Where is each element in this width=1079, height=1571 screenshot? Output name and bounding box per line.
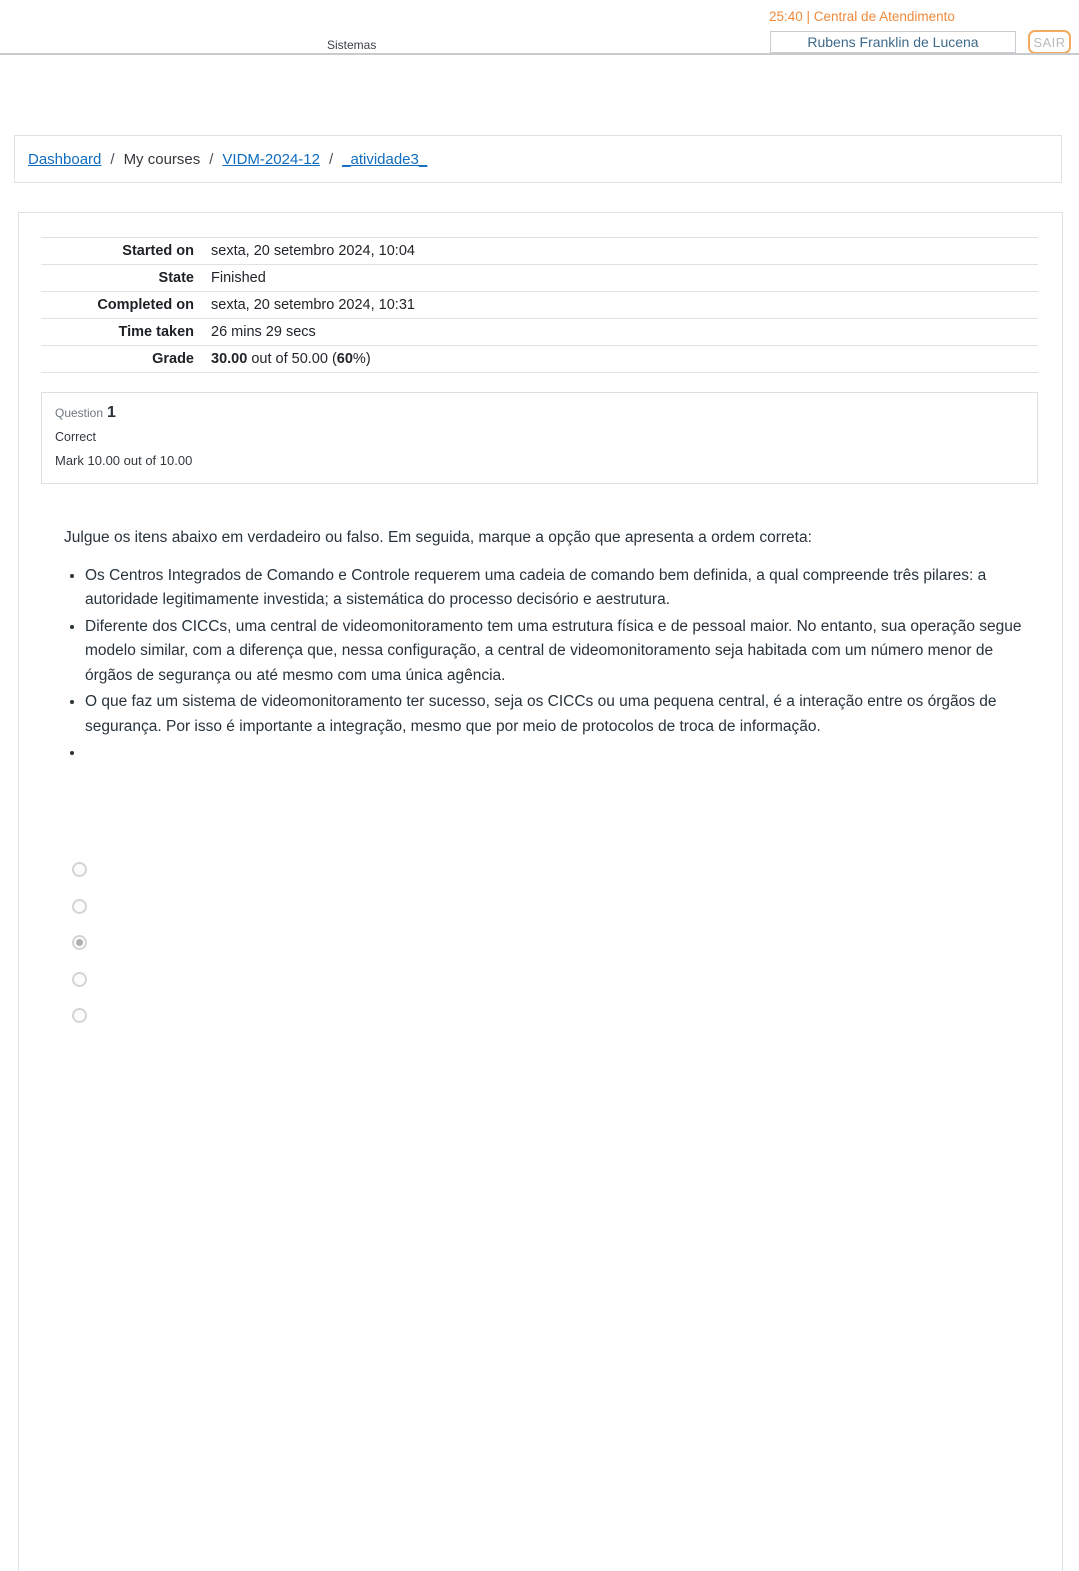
summary-value-part: 30.00: [211, 351, 248, 367]
summary-row: [41, 238, 1038, 265]
summary-row: [41, 292, 1038, 319]
user-name-text: Rubens Franklin de Lucena: [807, 34, 979, 50]
question-item-list: [64, 564, 1022, 766]
session-timer-label: 25:40 | Central de Atendimento: [769, 9, 955, 24]
summary-row-label: Completed on: [97, 297, 194, 313]
answer-options: [72, 862, 87, 1045]
user-name-display[interactable]: [770, 31, 1016, 53]
answer-radio-2[interactable]: [72, 899, 87, 914]
summary-row-label: Started on: [122, 243, 194, 259]
question-number-label: Question: [55, 406, 104, 420]
header-divider: [0, 53, 1079, 55]
attempt-summary-table: [41, 237, 1038, 373]
answer-radio-5[interactable]: [72, 1008, 87, 1023]
question-item: • Os Centros Integrados de Comando e Controle requerem uma cadeia de comando bem definida, a qual compreende três pilares: a autoridade legitimamente investida; a sistemática do processo decisório e aestrutura.: [85, 564, 1022, 613]
question-item: • Diferente dos CICCs, uma central de videomonitoramento tem uma estrutura física e de pessoal maior. No entanto, sua operação segue modelo similar, com a diferença que, nessa configuração, a central de videomonitoramento seja habitada com um número menor de órgãos de segurança ou até mesmo com uma única agência.: [85, 615, 1022, 689]
answer-option-row: [72, 972, 87, 987]
question-status: Correct: [55, 430, 96, 444]
answer-option-row: [72, 862, 87, 877]
answer-radio-1[interactable]: [72, 862, 87, 877]
summary-row: [41, 319, 1038, 346]
answer-option-row: [72, 1008, 87, 1023]
summary-row-value: 26 mins 29 secs: [211, 324, 316, 340]
breadcrumb-item-dashboard[interactable]: Dashboard: [28, 150, 102, 168]
question-prompt: Julgue os itens abaixo em verdadeiro ou falso. Em seguida, marque a opção que apresenta a ordem correta:: [64, 529, 812, 546]
logout-button[interactable]: [1028, 30, 1071, 54]
answer-option-row: [72, 899, 87, 914]
summary-row-value: sexta, 20 setembro 2024, 10:31: [211, 297, 415, 313]
answer-option-row: [72, 935, 87, 950]
breadcrumb-separator: /: [209, 150, 214, 168]
question-item: • O que faz um sistema de videomonitoramento ter sucesso, seja os CICCs ou uma pequena central, é a interação entre os órgãos de segurança. Por isso é importante a integração, mesmo que por meio de protocolos de troca de informação.: [85, 690, 1022, 739]
breadcrumb: [14, 135, 1062, 183]
summary-row-value: Finished: [211, 270, 266, 286]
question-mark: Mark 10.00 out of 10.00: [55, 453, 193, 468]
summary-value-part: out of 50.00 (: [247, 351, 337, 367]
summary-row-label: Time taken: [118, 324, 194, 340]
breadcrumb-item-my-courses: My courses: [123, 150, 201, 168]
summary-value-part: %): [352, 351, 371, 367]
summary-row-label: State: [158, 270, 194, 286]
summary-value-part: 60: [336, 351, 353, 367]
summary-row: [41, 346, 1038, 373]
question-info-box: [41, 392, 1038, 484]
question-number-row: [55, 404, 1024, 422]
app-title: Sistemas: [327, 38, 377, 52]
question-number: 1: [107, 404, 116, 421]
summary-row: [41, 265, 1038, 292]
summary-row-value: sexta, 20 setembro 2024, 10:04: [211, 243, 415, 259]
answer-radio-4[interactable]: [72, 972, 87, 987]
breadcrumb-separator: /: [328, 150, 334, 168]
breadcrumb-separator: /: [110, 150, 115, 168]
summary-row-label: Grade: [152, 351, 194, 367]
quiz-review-card: [18, 212, 1063, 1571]
logout-button-label: SAIR: [1033, 34, 1066, 50]
breadcrumb-item-vidm-2024-12[interactable]: VIDM-2024-12: [222, 150, 320, 168]
question-content: [64, 526, 1022, 768]
breadcrumb-item--atividade3-[interactable]: _atividade3_: [342, 150, 428, 168]
answer-radio-3-selected[interactable]: [72, 935, 87, 950]
question-item: [85, 741, 1022, 766]
summary-row-value: [194, 346, 1038, 373]
